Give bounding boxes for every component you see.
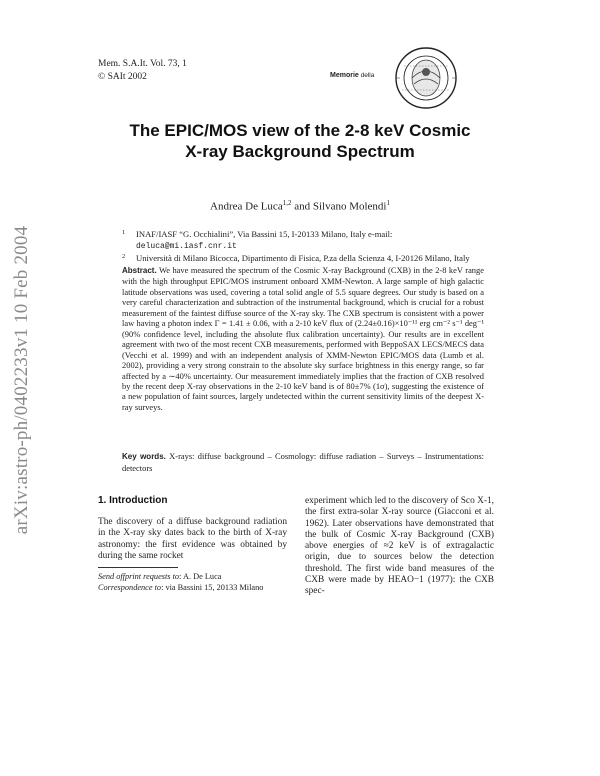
affiliation-1: 1 INAF/IASF “G. Occhialini”, Via Bassini 15, I-20133 Milano, Italy e-mail: deluca@mi.iasf.cnr.it: [122, 229, 393, 251]
arxiv-side-label: arXiv:astro-ph/0402233v1 10 Feb 2004: [11, 225, 32, 535]
footnote: [98, 572, 287, 593]
keywords-label: Key words.: [122, 452, 166, 461]
affiliation-2: 2 Università di Milano Bicocca, Dipartimento di Fisica, P.za della Scienza 4, I-20126 Milano, Italy: [122, 253, 470, 263]
abstract-label: Abstract.: [122, 266, 157, 275]
keywords-text: X-rays: diffuse background – Cosmology: diffuse radiation – Surveys – Instrumentations: detectors: [122, 451, 484, 473]
affiliations: [122, 229, 484, 265]
author-list: Andrea De Luca$^{1,2}$ and Silvano Molendi$^1$: [210, 199, 390, 213]
body-column-right: experiment which led to the discovery of Sco X-1, the first extra-solar X-ray source (Giacconi et al. 1962). Later observations have demonstrated that the bulk of Cosmic X-ray Background (CXB) above energies of ≈2 keV is of extragalactic origin, due to sources below the detection threshold. The first wide band measures of the CXB were made by HEAO−1 (1977): the CXB spec-: [305, 496, 494, 597]
body-column-left: The discovery of a diffuse background radiation in the X-ray sky dates back to the birth of X-ray astronomy: the first evidence was obtained by during the same rocket: [98, 517, 287, 561]
footnote-offprint: Send offprint requests to: A. De Luca: [98, 572, 222, 581]
abstract: [122, 265, 484, 412]
keywords: [122, 451, 484, 473]
journal-copyright: © SAIt 2002: [98, 71, 147, 82]
abstract-text: We have measured the spectrum of the Cosmic X-ray Background (CXB) in the 2-8 keV range with the high throughput EPIC/MOS instrument onboard XMM-Newton. A large sample of high galactic latitude observations was used, covering a total solid angle of 5.5 square degrees. Our study is based on a very careful characterization and subtraction of the instrumental background, which is crucial for a robust measurement of the faintest diffuse source of the X-ray sky. The CXB spectrum is consistent with a power law having a photon index Γ = 1.41 ± 0.06, with a 2-10 keV flux of (2.24±0.16)×10⁻¹¹ erg cm⁻² s⁻¹ deg⁻¹ (90% confidence level, including the absolute flux calibration uncertainty). Our results are in excellent agreement with two of the most recent CXB measurements, performed with BeppoSAX LECS/MECS data (Vecchi et al. 1999) and with an independent analysis of XMM-Newton EPIC/MOS data (Lumb et al. 2002), providing a very strong constrain to the absolute sky surface brightness in this energy range, so far affected by a ∼40% uncertainty. Our measurement immediately implies that the fraction of CXB resolved by the recent deep X-ray observations in the 2-10 keV band is of 80±7% (1σ), suggesting the existence of a new population of faint sources, largely undetected within the current sensitivity limits of the deepest X-ray surveys.: [122, 265, 484, 412]
journal-volume: Mem. S.A.It. Vol. 73, 1: [98, 59, 187, 69]
society-seal-logo: [378, 44, 470, 114]
journal-header: [98, 58, 187, 83]
footnote-correspondence: Correspondence to: via Bassini 15, 20133 Milano: [98, 582, 264, 592]
section-heading: 1. Introduction: [98, 495, 168, 506]
footnote-rule: [98, 567, 178, 568]
paper-title: The EPIC/MOS view of the 2-8 keV Cosmic X-ray Background Spectrum: [129, 121, 471, 161]
memorie-label: Memorie della: [330, 72, 375, 79]
author-email[interactable]: deluca@mi.iasf.cnr.it: [136, 242, 237, 251]
